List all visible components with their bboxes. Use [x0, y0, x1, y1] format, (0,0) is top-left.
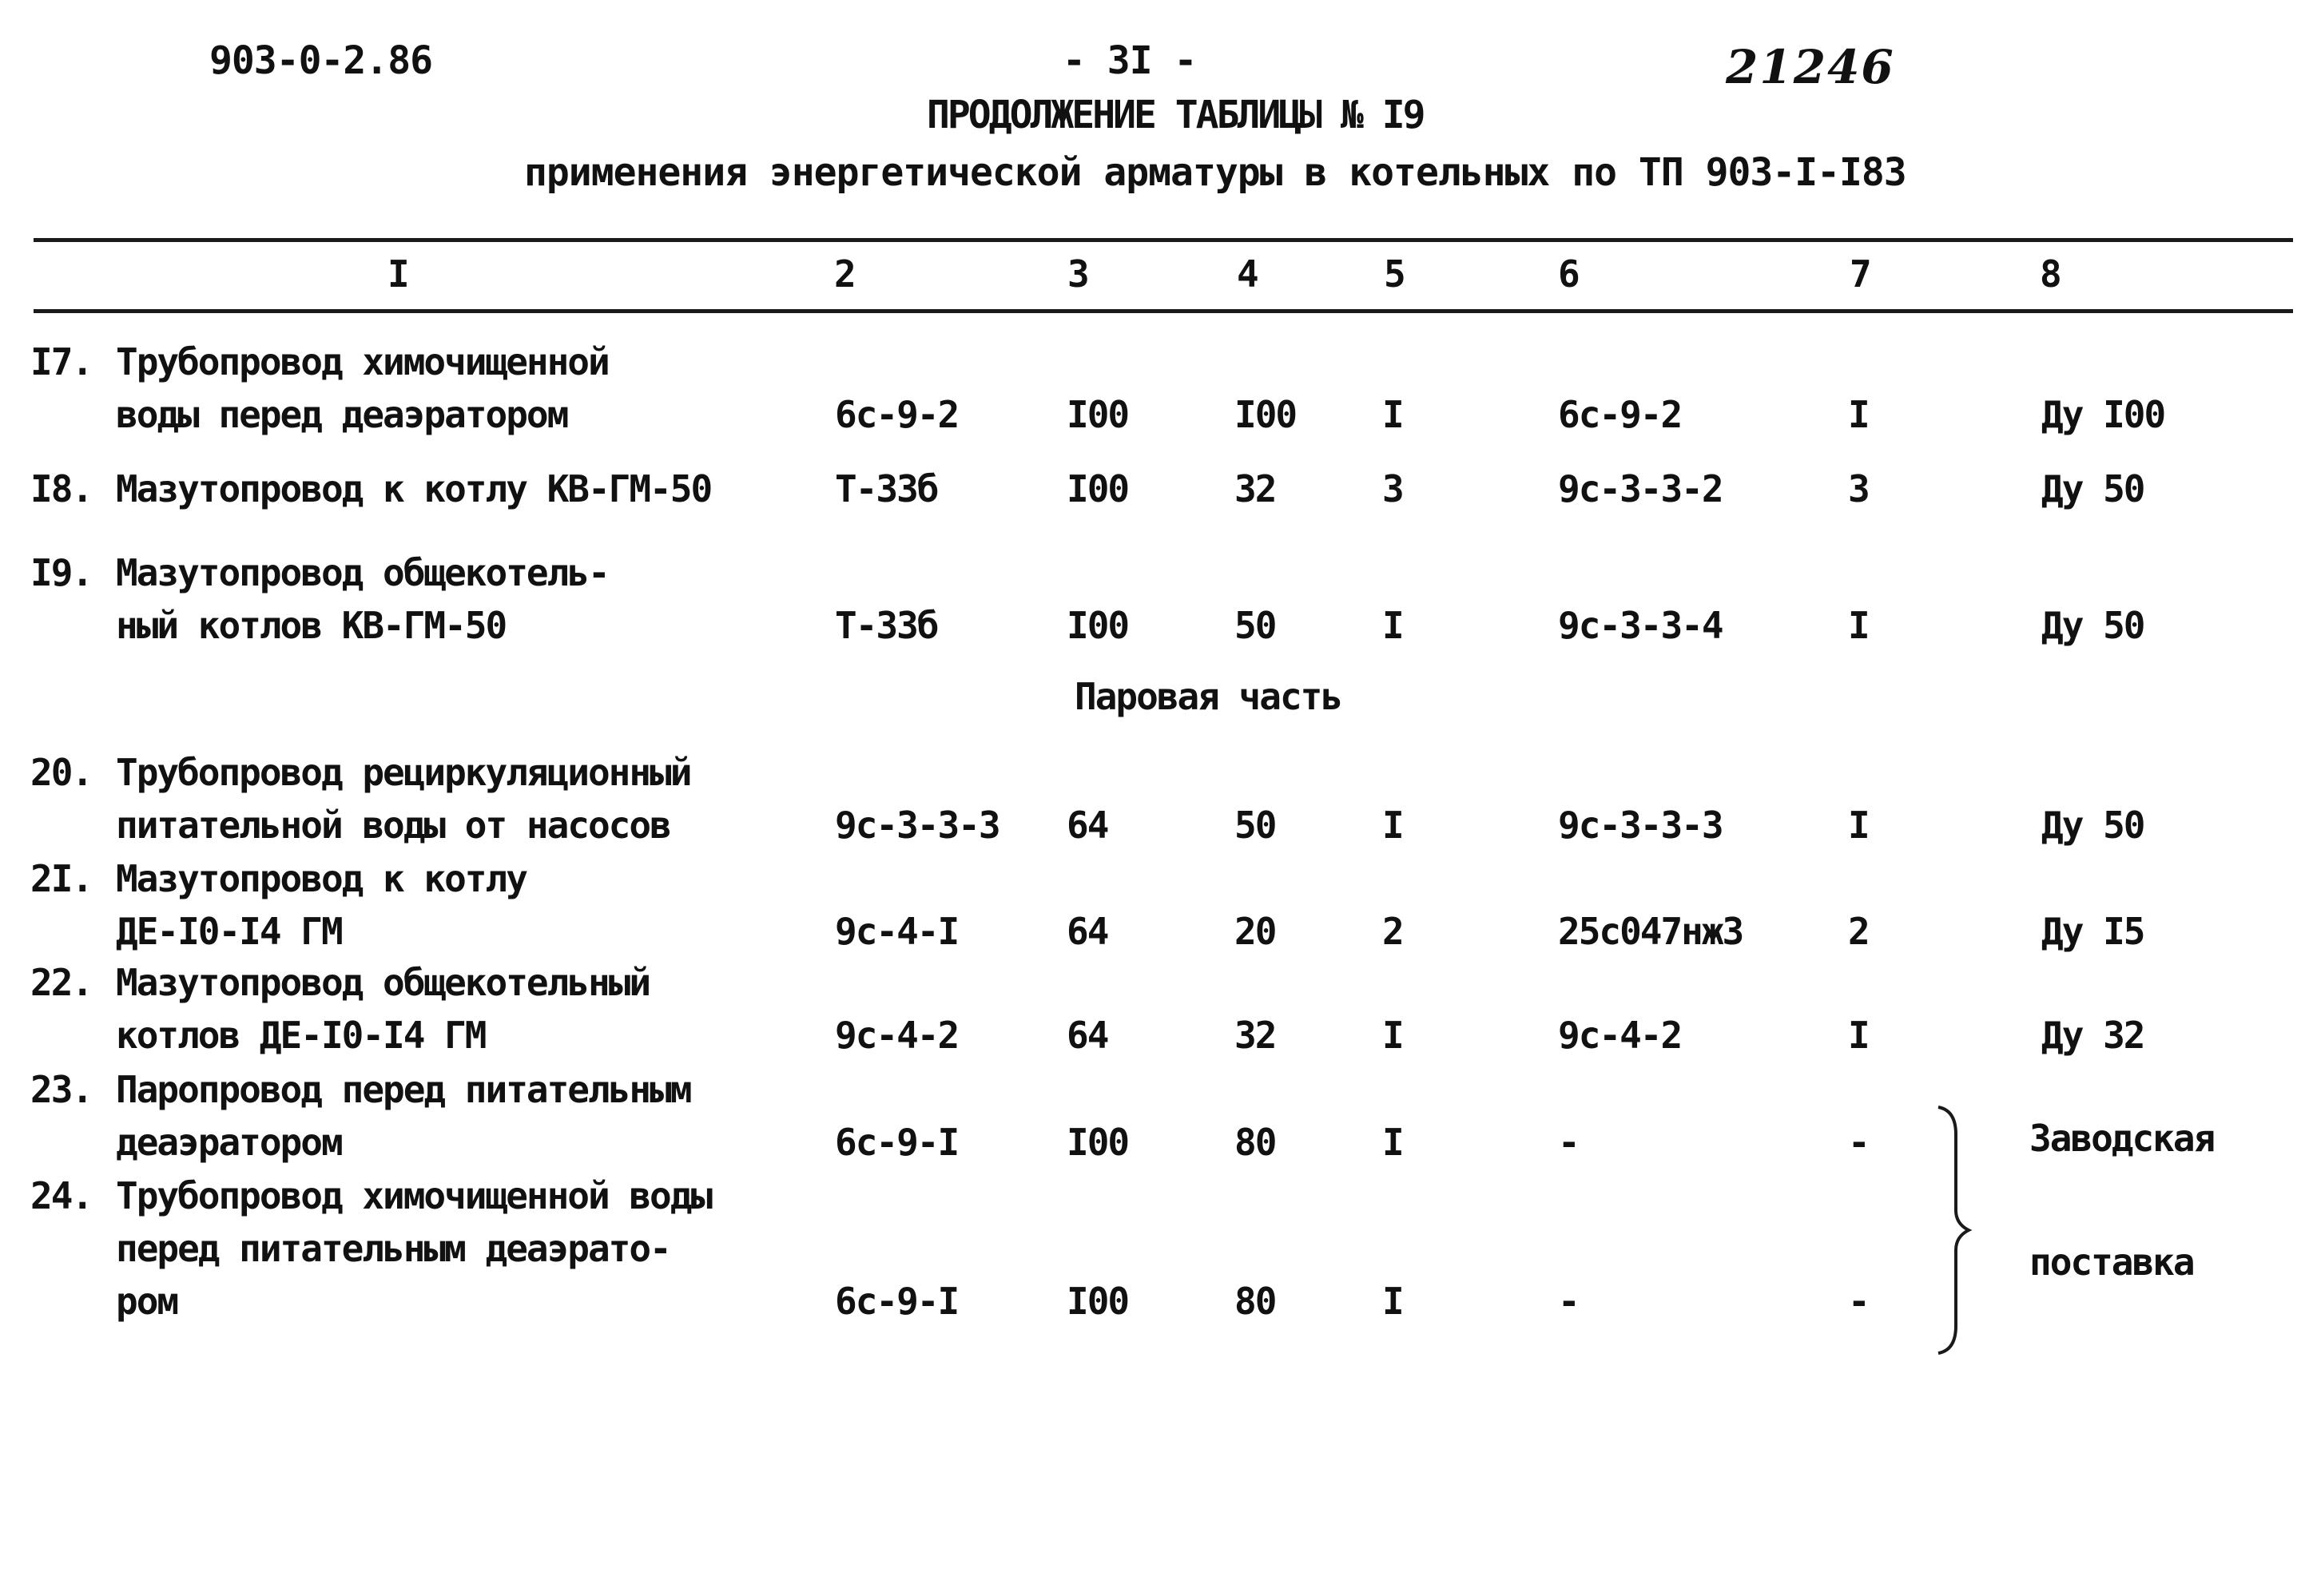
- cell-col-7: I: [1848, 1014, 1869, 1057]
- cell-col-3: I00: [1067, 467, 1129, 510]
- cell-col-2: Т-33б: [835, 604, 938, 647]
- column-header-7: 7: [1850, 252, 1870, 296]
- cell-col-6: 25с047нж3: [1558, 910, 1743, 953]
- cell-col-5: I: [1382, 393, 1403, 436]
- row-number: 20.: [30, 751, 93, 794]
- cell-col-2: 9с-3-3-3: [835, 804, 1000, 847]
- cell-col-6: -: [1558, 1280, 1579, 1323]
- cell-col-8: Ду I5: [2041, 910, 2144, 953]
- cell-col-8: Ду 50: [2041, 804, 2144, 847]
- table-top-rule: [34, 238, 2293, 242]
- cell-col-2: 6с-9-I: [835, 1121, 959, 1164]
- row-number: 24.: [30, 1174, 93, 1217]
- cell-col-3: I00: [1067, 604, 1129, 647]
- cell-col-2: 6с-9-2: [835, 393, 959, 436]
- cell-col-5: I: [1382, 604, 1403, 647]
- cell-col-6: 9с-3-3-4: [1558, 604, 1723, 647]
- cell-col-3: I00: [1067, 1280, 1129, 1323]
- cell-col-2: Т-33б: [835, 467, 938, 510]
- cell-col-8: Ду I00: [2041, 393, 2165, 436]
- pipeline-name-line: ный котлов КВ-ГМ-50: [116, 604, 507, 647]
- cell-col-4: I00: [1234, 393, 1297, 436]
- table-title: ПРОДОЛЖЕНИЕ ТАБЛИЦЫ № I9: [927, 93, 1424, 137]
- cell-col-4: 32: [1234, 1014, 1276, 1057]
- cell-col-8: Ду 50: [2041, 467, 2144, 510]
- cell-col-8: Ду 50: [2041, 604, 2144, 647]
- cell-col-5: 2: [1382, 910, 1403, 953]
- row-number: I8.: [30, 467, 93, 510]
- cell-col-7: I: [1848, 804, 1869, 847]
- column-header-3: 3: [1067, 252, 1088, 296]
- cell-col-4: 80: [1234, 1121, 1276, 1164]
- pipeline-name-line: перед питательным деаэрато-: [116, 1227, 670, 1270]
- header-bottom-rule: [34, 309, 2293, 313]
- delivery-note-line-1: Заводская: [2029, 1117, 2215, 1160]
- column-header-4: 4: [1237, 252, 1258, 296]
- cell-col-7: I: [1848, 604, 1869, 647]
- cell-col-3: 64: [1067, 1014, 1108, 1057]
- pipeline-name-line: Трубопровод рециркуляционный: [116, 751, 691, 794]
- pipeline-name-line: воды перед деаэратором: [116, 393, 568, 436]
- column-header-2: 2: [834, 252, 855, 296]
- cell-col-4: 80: [1234, 1280, 1276, 1323]
- cell-col-2: 9с-4-I: [835, 910, 959, 953]
- cell-col-5: I: [1382, 1280, 1403, 1323]
- cell-col-5: 3: [1382, 467, 1403, 510]
- section-heading: Паровая часть: [1075, 675, 1342, 718]
- cell-col-5: I: [1382, 1121, 1403, 1164]
- cell-col-4: 50: [1234, 604, 1276, 647]
- pipeline-name-line: Мазутопровод общекотельный: [116, 961, 650, 1004]
- cell-col-3: I00: [1067, 393, 1129, 436]
- cell-col-6: 9с-3-3-3: [1558, 804, 1723, 847]
- table-subtitle: применения энергетической арматуры в котельных по ТП 903-I-I83: [524, 150, 1906, 195]
- cell-col-3: 64: [1067, 910, 1108, 953]
- document-code: 903-0-2.86: [209, 38, 432, 83]
- cell-col-2: 6с-9-I: [835, 1280, 959, 1323]
- row-number: 23.: [30, 1068, 93, 1111]
- cell-col-4: 32: [1234, 467, 1276, 510]
- row-number: 22.: [30, 961, 93, 1004]
- cell-col-7: 3: [1848, 467, 1869, 510]
- column-header-6: 6: [1558, 252, 1579, 296]
- row-number: 2I.: [30, 857, 93, 900]
- cell-col-6: 9с-4-2: [1558, 1014, 1682, 1057]
- column-header-5: 5: [1384, 252, 1405, 296]
- delivery-note-line-2: поставка: [2029, 1241, 2194, 1284]
- pipeline-name-line: Мазутопровод общекотель-: [116, 551, 609, 594]
- cell-col-6: 6с-9-2: [1558, 393, 1682, 436]
- cell-col-5: I: [1382, 804, 1403, 847]
- curly-brace: [1933, 1102, 1981, 1358]
- pipeline-name-line: Мазутопровод к котлу КВ-ГМ-50: [116, 467, 712, 510]
- pipeline-name-line: котлов ДЕ-I0-I4 ГМ: [116, 1014, 486, 1057]
- column-header-8: 8: [2040, 252, 2061, 296]
- cell-col-5: I: [1382, 1014, 1403, 1057]
- row-number: I9.: [30, 551, 93, 594]
- cell-col-3: I00: [1067, 1121, 1129, 1164]
- pipeline-name-line: деаэратором: [116, 1121, 342, 1164]
- page-number: - 3I -: [1063, 38, 1197, 83]
- column-header-1: I: [387, 252, 408, 296]
- handwritten-number: 21246: [1726, 40, 1895, 94]
- pipeline-name-line: Трубопровод химочищенной: [116, 340, 609, 383]
- pipeline-name-line: Мазутопровод к котлу: [116, 857, 527, 900]
- cell-col-4: 20: [1234, 910, 1276, 953]
- cell-col-7: -: [1848, 1121, 1869, 1164]
- pipeline-name-line: Трубопровод химочищенной воды: [116, 1174, 712, 1217]
- pipeline-name-line: ДЕ-I0-I4 ГМ: [116, 910, 342, 953]
- cell-col-4: 50: [1234, 804, 1276, 847]
- pipeline-name-line: питательной воды от насосов: [116, 804, 670, 847]
- cell-col-7: 2: [1848, 910, 1869, 953]
- cell-col-6: 9с-3-3-2: [1558, 467, 1723, 510]
- pipeline-name-line: ром: [116, 1280, 178, 1323]
- cell-col-7: I: [1848, 393, 1869, 436]
- pipeline-name-line: Паропровод перед питательным: [116, 1068, 691, 1111]
- row-number: I7.: [30, 340, 93, 383]
- cell-col-7: -: [1848, 1280, 1869, 1323]
- cell-col-3: 64: [1067, 804, 1108, 847]
- cell-col-6: -: [1558, 1121, 1579, 1164]
- cell-col-8: Ду 32: [2041, 1014, 2144, 1057]
- cell-col-2: 9с-4-2: [835, 1014, 959, 1057]
